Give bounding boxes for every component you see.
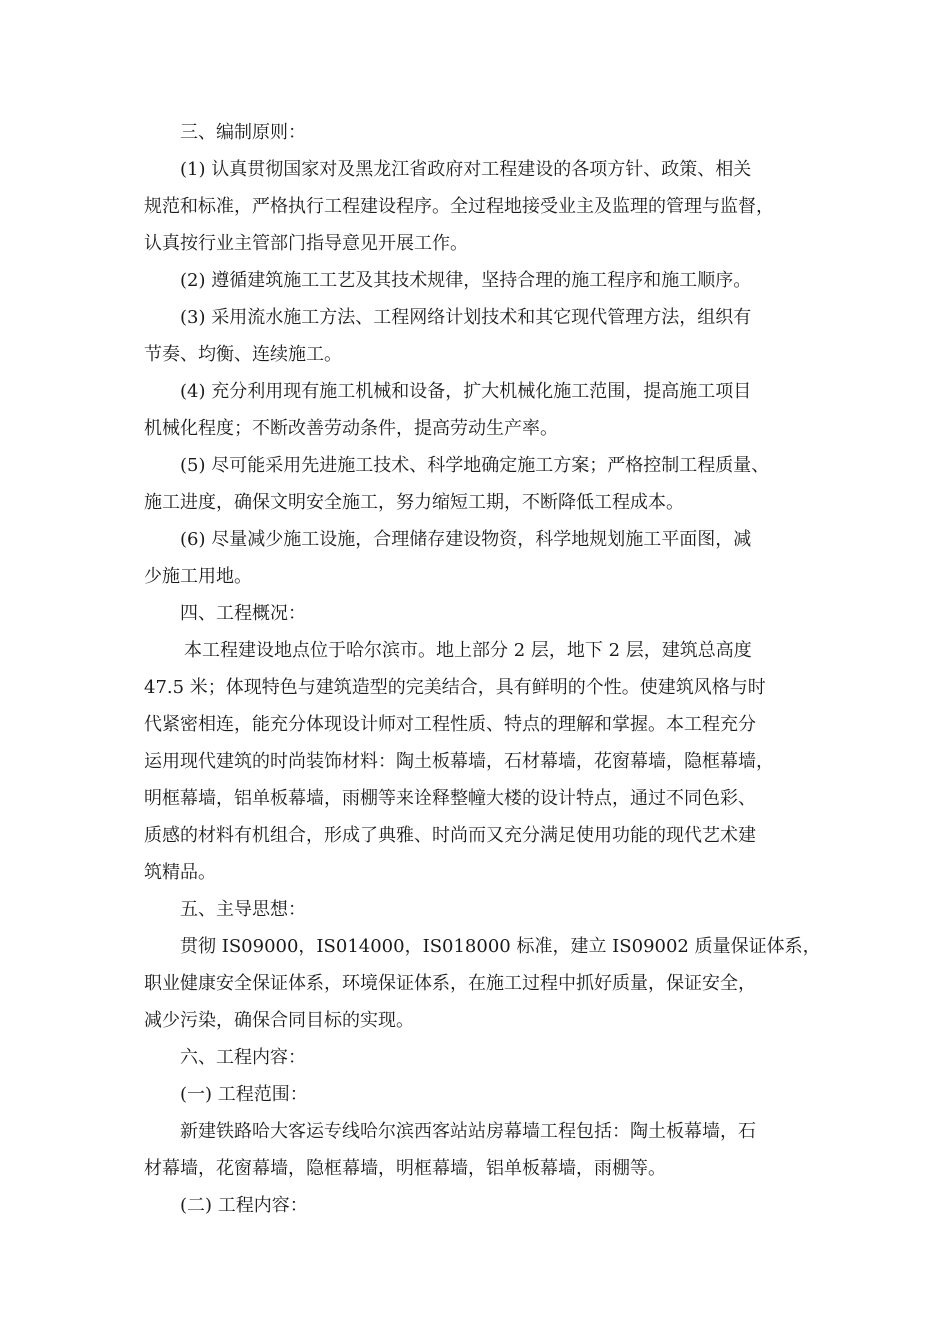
paragraph-line: 运用现代建筑的时尚装饰材料：陶土板幕墙，石材幕墙，花窗幕墙，隐框幕墙， [144,751,774,772]
paragraph-line: 材幕墙，花窗幕墙，隐框幕墙，明框幕墙，铝单板幕墙，雨棚等。 [144,1158,666,1179]
paragraph-line: 筑精品。 [144,862,216,883]
paragraph-line: (3) 采用流水施工方法、工程网络计划技术和其它现代管理方法，组织有 [180,307,752,328]
paragraph-line: 职业健康安全保证体系，环境保证体系，在施工过程中抓好质量，保证安全， [144,973,756,994]
paragraph-line: 规范和标准，严格执行工程建设程序。全过程地接受业主及监理的管理与监督， [144,196,774,217]
paragraph-line: 明框幕墙，铝单板幕墙，雨棚等来诠释整幢大楼的设计特点，通过不同色彩、 [144,788,756,809]
paragraph-line: 本工程建设地点位于哈尔滨市。地上部分 2 层，地下 2 层，建筑总高度 [184,640,752,661]
paragraph-line: (6) 尽量减少施工设施，合理储存建设物资，科学地规划施工平面图，减 [180,529,752,550]
paragraph-line: (2) 遵循建筑施工工艺及其技术规律，坚持合理的施工程序和施工顺序。 [180,270,752,291]
paragraph-line: 质感的材料有机组合，形成了典雅、时尚而又充分满足使用功能的现代艺术建 [144,825,756,846]
paragraph-line: 施工进度，确保文明安全施工，努力缩短工期，不断降低工程成本。 [144,492,684,513]
paragraph-line: 47.5 米；体现特色与建筑造型的完美结合，具有鲜明的个性。使建筑风格与时 [144,677,766,698]
section-heading-guiding: 五、主导思想： [180,899,306,920]
section-heading-overview: 四、工程概况： [180,603,306,624]
paragraph-line: 贯彻 IS09000，IS014000，IS018000 标准，建立 IS09002 质量保证体系， [180,936,821,957]
paragraph-line: (5) 尽可能采用先进施工技术、科学地确定施工方案；严格控制工程质量、 [180,455,770,476]
subsection-heading-content: (二) 工程内容： [180,1195,308,1216]
paragraph-line: 代紧密相连，能充分体现设计师对工程性质、特点的理解和掌握。本工程充分 [144,714,756,735]
paragraph-line: 认真按行业主管部门指导意见开展工作。 [144,233,468,254]
section-heading-principles: 三、编制原则： [180,122,306,143]
paragraph-line: (1) 认真贯彻国家对及黑龙江省政府对工程建设的各项方针、政策、相关 [180,159,752,180]
subsection-heading-scope: (一) 工程范围： [180,1084,308,1105]
paragraph-line: (4) 充分利用现有施工机械和设备，扩大机械化施工范围，提高施工项目 [180,381,752,402]
paragraph-line: 机械化程度；不断改善劳动条件，提高劳动生产率。 [144,418,558,439]
paragraph-line: 新建铁路哈大客运专线哈尔滨西客站站房幕墙工程包括：陶土板幕墙，石 [180,1121,756,1142]
paragraph-line: 减少污染，确保合同目标的实现。 [144,1010,414,1031]
paragraph-line: 节奏、均衡、连续施工。 [144,344,342,365]
paragraph-line: 少施工用地。 [144,566,252,587]
section-heading-content: 六、工程内容： [180,1047,306,1068]
